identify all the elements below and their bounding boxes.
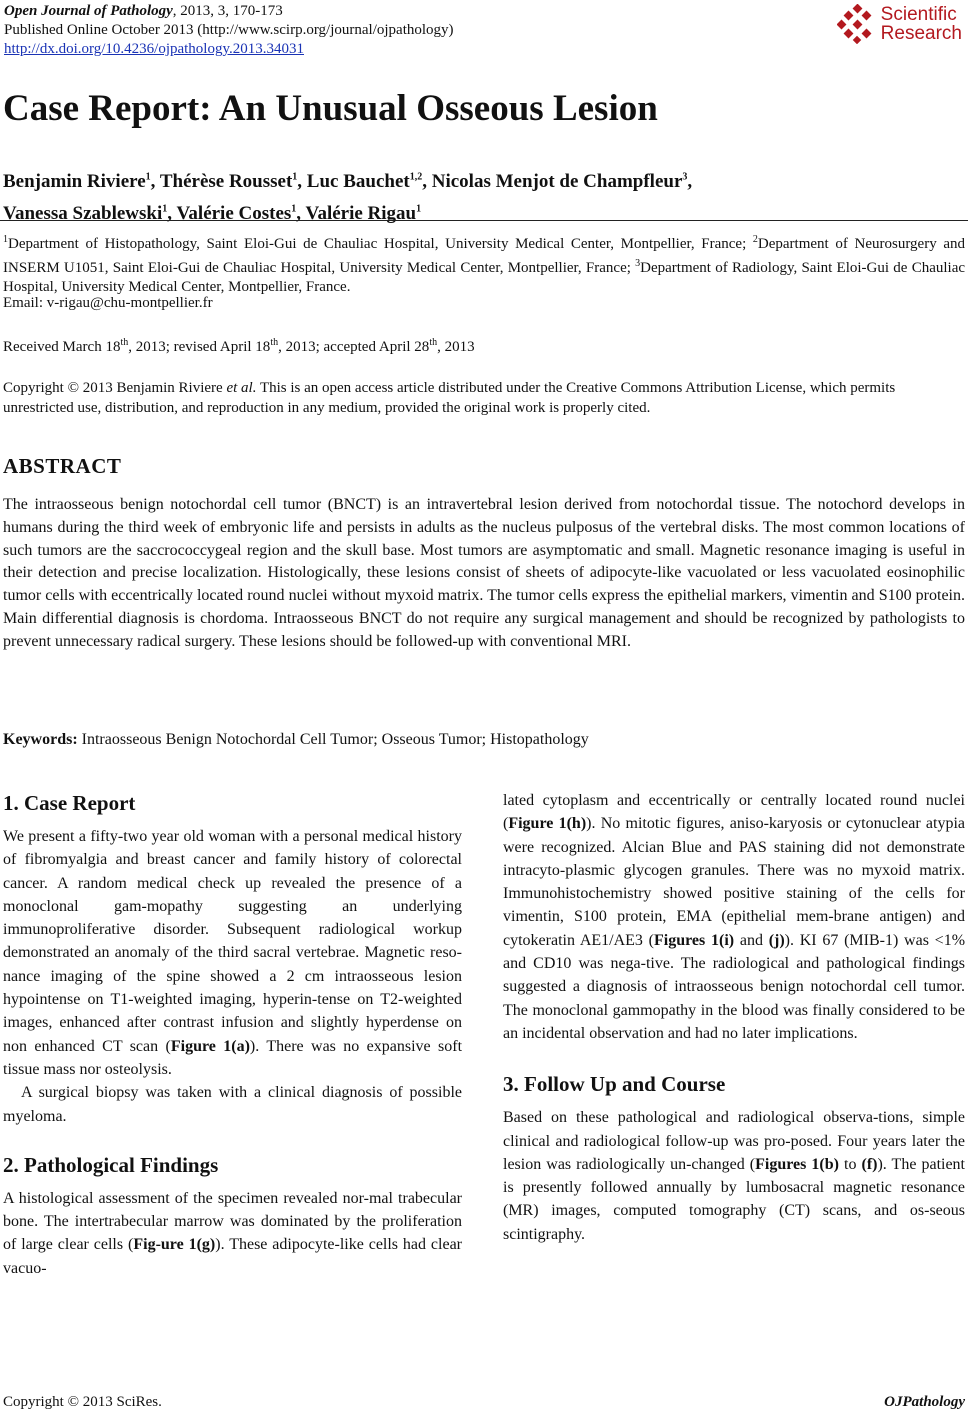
author: Nicolas Menjot de Champfleur$^3$, (431, 171, 693, 193)
paragraph-part: A histological assessment of the specimen revealed nor-mal trabecular bone. The intertrabecular marrow was dominated by the proliferation of large clear cells (Fig-ure 1(g)). These adipocyte-like cells had clear vacuo- (3, 1189, 463, 1277)
figure-ref: Fig-ure 1(g) (133, 1236, 216, 1254)
figure-ref: Figure 1(h) (508, 815, 587, 833)
section-heading-pathological-findings: 2. Pathological Findings (3, 1152, 219, 1177)
footer-journal: OJPathology (884, 1394, 965, 1410)
paragraph: Based on these pathological and radiological observa-tions, simple clinical and radiological follow-up was pro-posed. Four years later the lesion was radiologically un-changed (Figures 1(b) to (f)). The patient is presently followed annually by lumbosacral magnetic resonance (MR) images, computed tomography (CT) scans, and os-seous scintigraphy. (503, 1109, 966, 1243)
copyright-notice: Copyright © 2013 Benjamin Riviere et al. This is an open access article distributed under the Creative Commons Attribution License, which permits unrestricted use, distribution, and reproduction in any medium, provided the original work is properly cited. (3, 380, 896, 416)
article-title: Case Report: An Unusual Osseous Lesion (3, 88, 658, 129)
figure-ref: Figures 1(b) (755, 1155, 839, 1173)
figure-ref: (j) (768, 931, 785, 949)
footer-copyright: Copyright © 2013 SciRes. (3, 1394, 162, 1410)
author: Vanessa Szablewski$^1$, (3, 202, 177, 224)
author: Valérie Rigau$^1$ (305, 202, 422, 224)
section-heading-case-report: 1. Case Report (3, 791, 136, 815)
journal-citation: , 2013, 3, 170-173 (172, 3, 283, 19)
header-divider (0, 220, 968, 221)
paragraph: A surgical biopsy was taken with a clinical diagnosis of possible myeloma. (3, 1084, 462, 1125)
figure-ref: Figure 1(a) (170, 1037, 250, 1055)
contact-email: Email: v-rigau@chu-montpellier.fr (3, 295, 213, 311)
page-footer (3, 1394, 965, 1411)
journal-header (4, 2, 454, 59)
logo-wordmark (881, 5, 962, 43)
abstract-heading: ABSTRACT (3, 454, 122, 478)
abstract-text: The intraosseous benign notochordal cell tumor (BNCT) is an intravertebral lesion derived from notochordal tissue. The notochord develops in humans during the third week of embryonic life and persists in adults as the nucleus pulposus of the vertebral disks. The most common locations of such tumors are the saccrococcygeal region and the skull base. Most tumors are asymptomatic and small. Magnetic resonance imaging is useful in their detection and precise localization. Histologically, these lesions consist of sheets of adipocyte-like vacuolated or less vacuolated eosinophilic tumor cells with eccentrically located round nuclei without myxoid matrix. The tumor cells express the epithelial markers, vimentin and S100 protein. Main differential diagnosis is chordoma. Intraosseous BNCT do not require any surgical management and should be recognized by pathologists to prevent unnecessary radical surgery. These lesions should be followed-up with conventional MRI. (3, 496, 965, 650)
figure-ref: Figures 1(i) (654, 931, 735, 949)
figure-ref: (f) (861, 1155, 878, 1173)
paragraph-continued: lated cytoplasm and eccentrically or centrally located round nuclei (Figure 1(h)). No mitotic figures, aniso-karyosis or cytonuclear atypia were recognized. Alcian Blue and PAS staining did not demonstrate intracyto-plasmic glycogen granules. There was no myxoid matrix. Immunohistochemistry showed positive staining of the cells for vimentin, S100 protein, EMA (epithelial mem-brane antigen) and cytokeratin AE1/AE3 (Figures 1(i) and (j)). KI 67 (MIB-1) was <1% and CD10 was nega-tive. The radiological and pathological findings suggested a diagnosis of intraosseous benign notochordal cell tumor. The monoclonal gammopathy in the blood was finally considered to be an incidental observation and had no later implications. (503, 792, 966, 1042)
author: Benjamin Riviere$^1$, (3, 171, 160, 193)
author: Thérèse Rousset$^1$, (159, 171, 307, 193)
author: Luc Bauchet$^{1,2}$, (306, 171, 432, 193)
left-column (3, 790, 462, 1280)
keywords: Keywords: Intraosseous Benign Notochordal Cell Tumor; Osseous Tumor; Histopathology (3, 731, 589, 748)
section-heading-follow-up: 3. Follow Up and Course (503, 1072, 726, 1097)
journal-name: Open Journal of Pathology (4, 3, 173, 19)
author: Valérie Costes$^1$, (176, 202, 306, 224)
publisher-logo-icon (837, 4, 877, 44)
paragraph: We present a fifty-two year old woman with a personal medical history of fibromyalgia and breast cancer and family history of colorectal cancer. A random medical check up revealed the presence of a monoclonal gam-mopathy suggesting an underlying immunoproliferative disorder. Subsequent radiological workup demonstrated an anomaly of the third sacral vertebrae. Magnetic reso-nance imaging of the spine showed a 2 cm intraosseous lesion hypointense on T1-weighted imaging, hyperin-tense on T2-weighted images, enhanced after contrast infusion and slightly hyperdense on non enhanced CT scan (Figure 1(a)). There was no expansive soft tissue mass nor osteolysis. (3, 828, 463, 1078)
scientific-research-logo (837, 4, 962, 44)
article-dates: Received March 18th, 2013; revised April 18th, 2013; accepted April 28th, 2013 (3, 337, 475, 355)
logo-line2: Research (880, 23, 962, 44)
right-column (503, 789, 965, 1246)
published-line: Published Online October 2013 (http://www.scirp.org/journal/ojpathology) (4, 22, 454, 38)
logo-line1: Scientific (880, 4, 957, 25)
author-list (3, 164, 963, 227)
affiliations: $^1$Department of Histopathology, Saint Eloi-Gui de Chauliac Hospital, University Medical Center, Montpellier, France; $^2$Department of Neurosurgery and INSERM U1051, Saint Eloi-Gui de Chauliac Hospital, University Medical Center, Montpellier, France; $^3$Department of Radiology, Saint Eloi-Gui de Chauliac Hospital, University Medical Center, Montpellier, France. (3, 234, 966, 295)
doi-link[interactable]: http://dx.doi.org/10.4236/ojpathology.2013.34031 (4, 41, 304, 57)
